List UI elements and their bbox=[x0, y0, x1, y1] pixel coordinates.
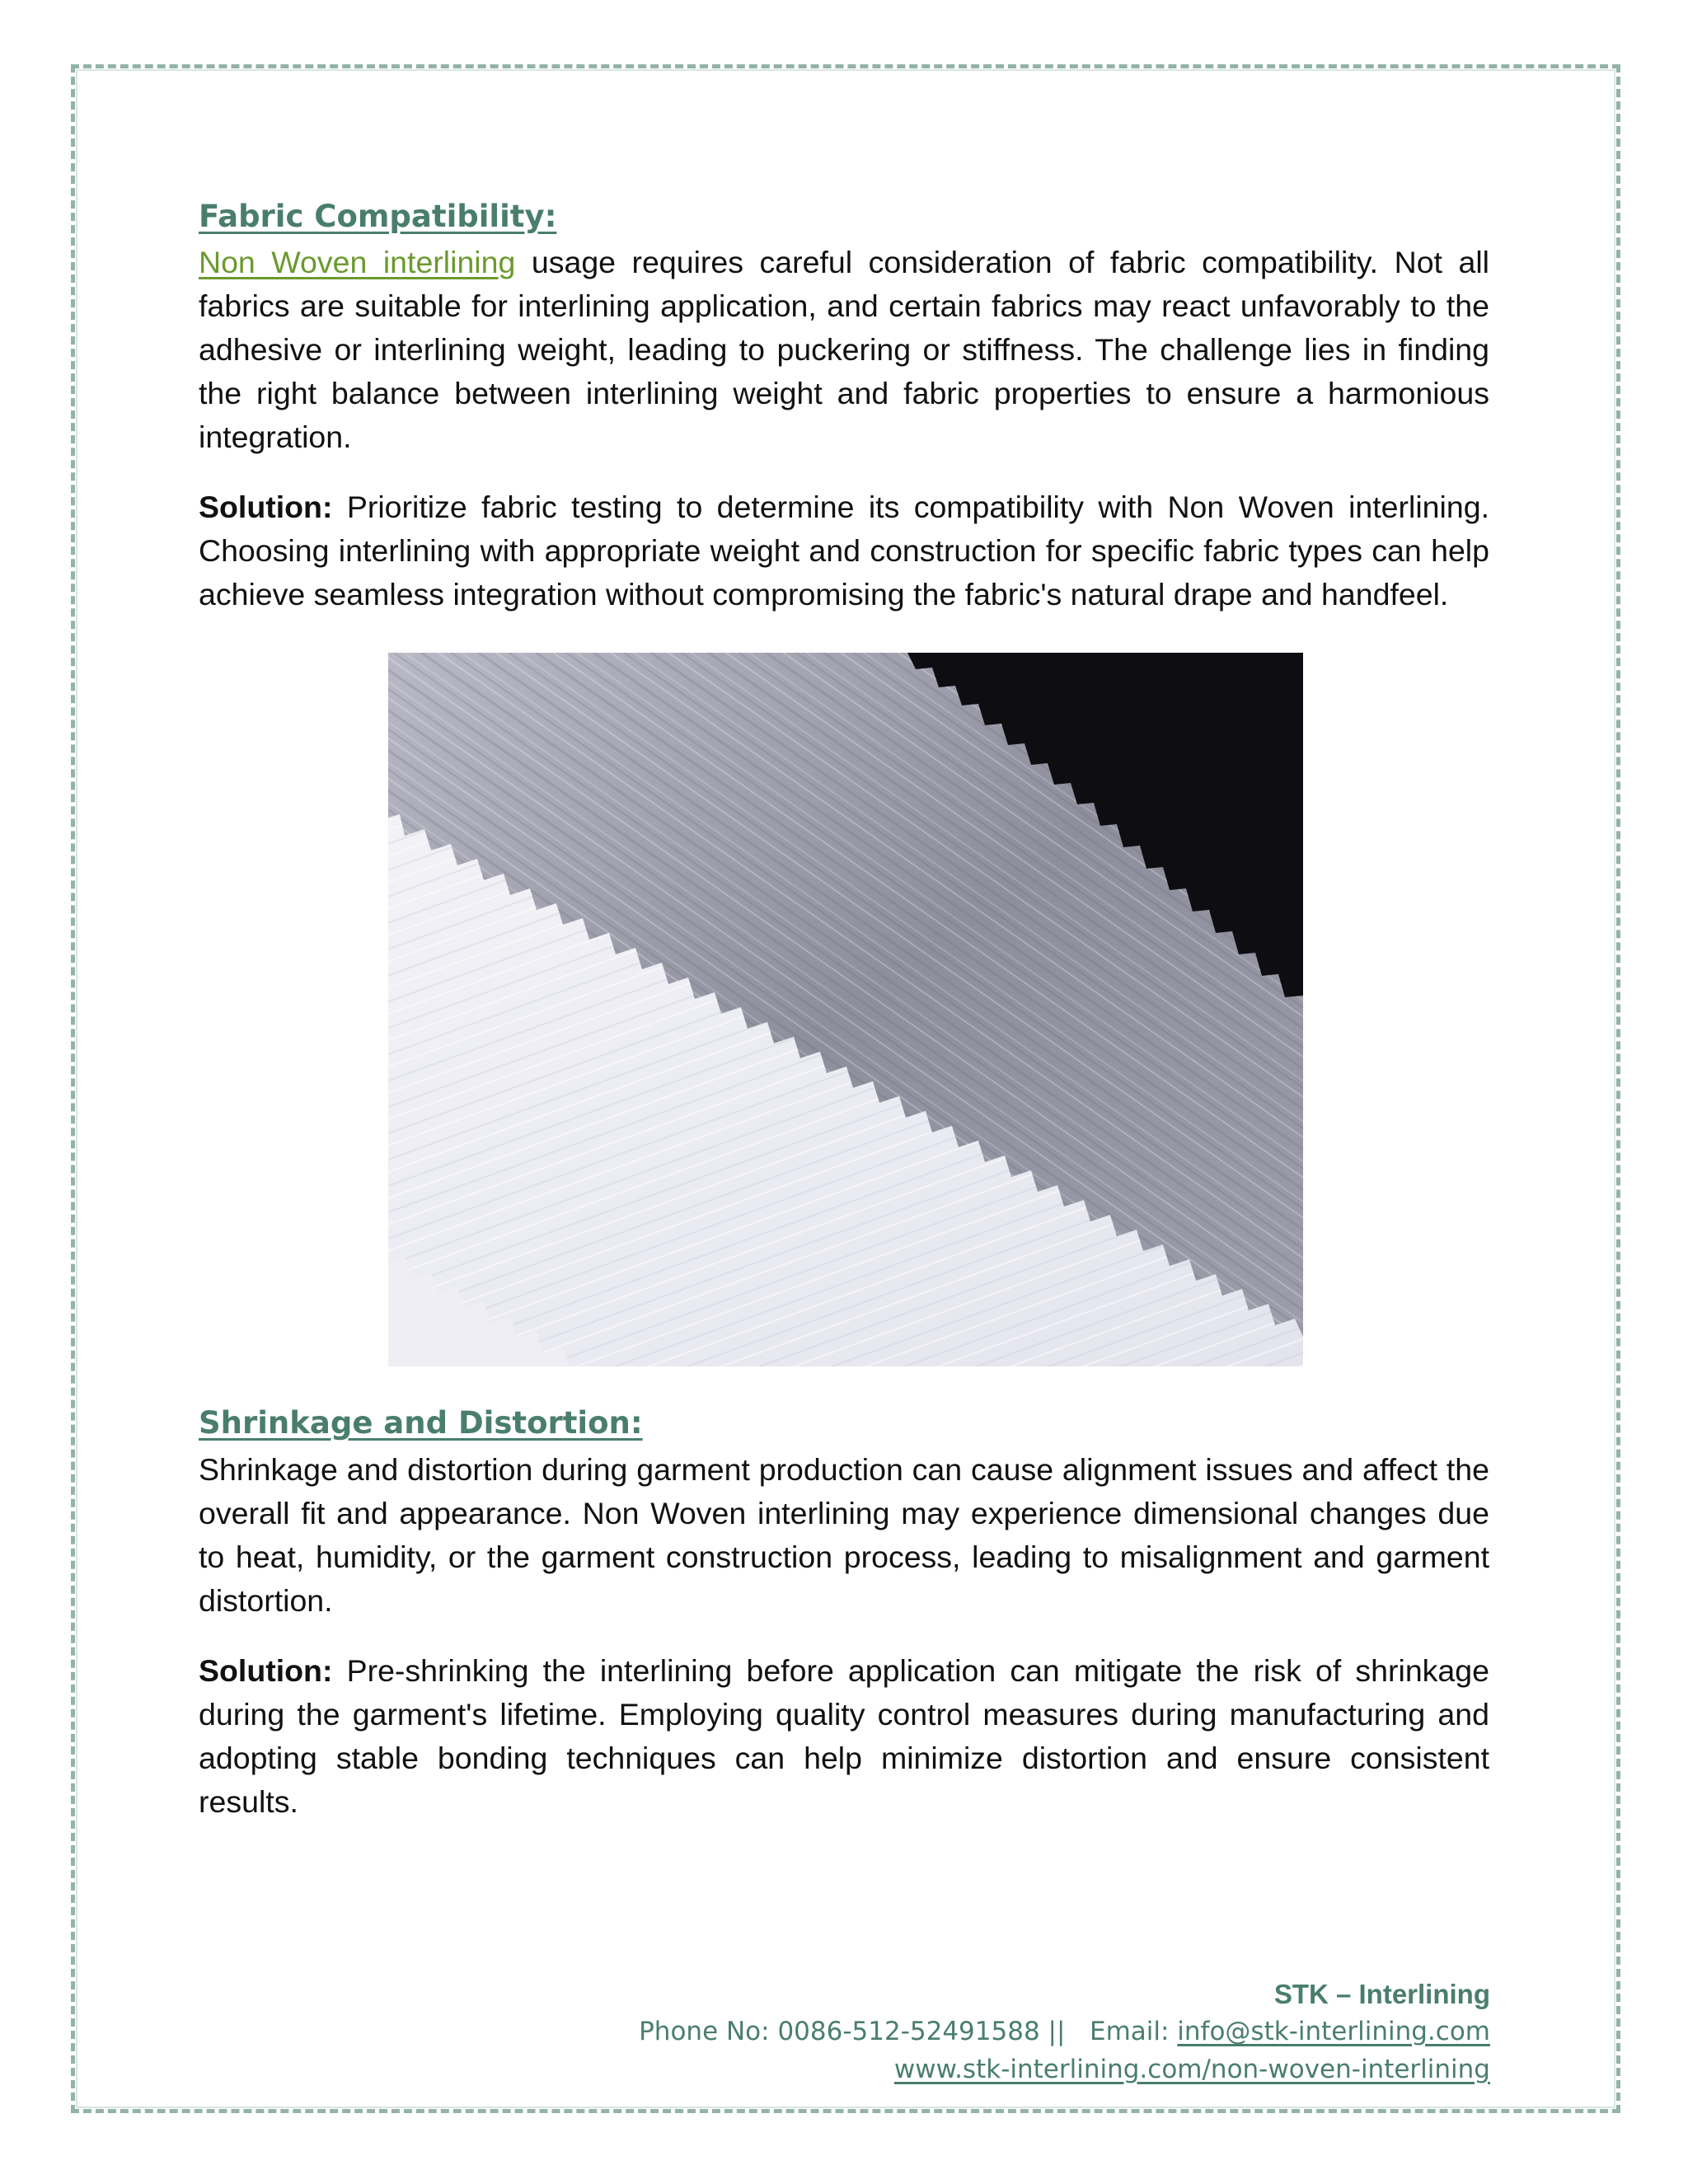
shrinkage-paragraph: Shrinkage and distortion during garment production can cause alignment issues and affect the overall fit and appearance. Non Woven interlining may experience dimensional changes due to heat, humidity, or the garment construction process, leading to misalignment and garment distortion. bbox=[199, 1451, 1489, 1618]
solution-text: Prioritize fabric testing to determine its compatibility with Non Woven interlining. Choosing interlining with appropriate weight and construction for specific fabric types can help achieve seamless integration without compromising the fabric's natural drape and handfeel. bbox=[199, 490, 1489, 612]
intro-text: usage requires careful consideration of fabric compatibility. Not all fabrics are suitable for interlining application, and certain fabrics may react unfavorably to the adhesive or interlining weight, leading to puckering or stiffness. The challenge lies in finding the right balance between interlining weight and fabric properties to ensure a harmonious integration. bbox=[199, 245, 1489, 455]
fabric-photo-illustration bbox=[388, 653, 1303, 1366]
shrinkage-solution-paragraph bbox=[199, 1649, 1489, 1824]
solution-text-2: Pre-shrinking the interlining before application can mitigate the risk of shrinkage during the garment's lifetime. Employing quality control measures during manufacturing and adopting stable bonding techniques can help minimize distortion and ensure consistent results. bbox=[199, 1652, 1489, 1819]
footer bbox=[639, 1976, 1490, 2088]
contact-separator: || Email: bbox=[1039, 2017, 1178, 2046]
shrinkage-distortion-heading: Shrinkage and Distortion: bbox=[199, 1405, 643, 1441]
website-link[interactable]: www.stk-interlining.com/non-woven-interlining bbox=[893, 2055, 1490, 2084]
solution-label: Solution: bbox=[199, 490, 333, 525]
company-name: STK – Interlining bbox=[1273, 1979, 1490, 2009]
non-woven-interlining-link[interactable]: Non Woven interlining bbox=[199, 245, 516, 280]
fabric-compatibility-heading: Fabric Compatibility: bbox=[199, 199, 557, 234]
solution-label-2: Solution: bbox=[199, 1652, 333, 1688]
fabric-compatibility-paragraph bbox=[199, 241, 1489, 459]
fabric-solution-paragraph bbox=[199, 485, 1489, 616]
contact-line bbox=[639, 2013, 1490, 2050]
phone-number: Phone No: 0086-512-52491588 bbox=[639, 2017, 1040, 2046]
document-body bbox=[199, 198, 1489, 1824]
website-line bbox=[639, 2050, 1490, 2088]
interlining-fabric-image bbox=[388, 653, 1303, 1366]
email-link[interactable]: info@stk-interlining.com bbox=[1177, 2017, 1490, 2046]
